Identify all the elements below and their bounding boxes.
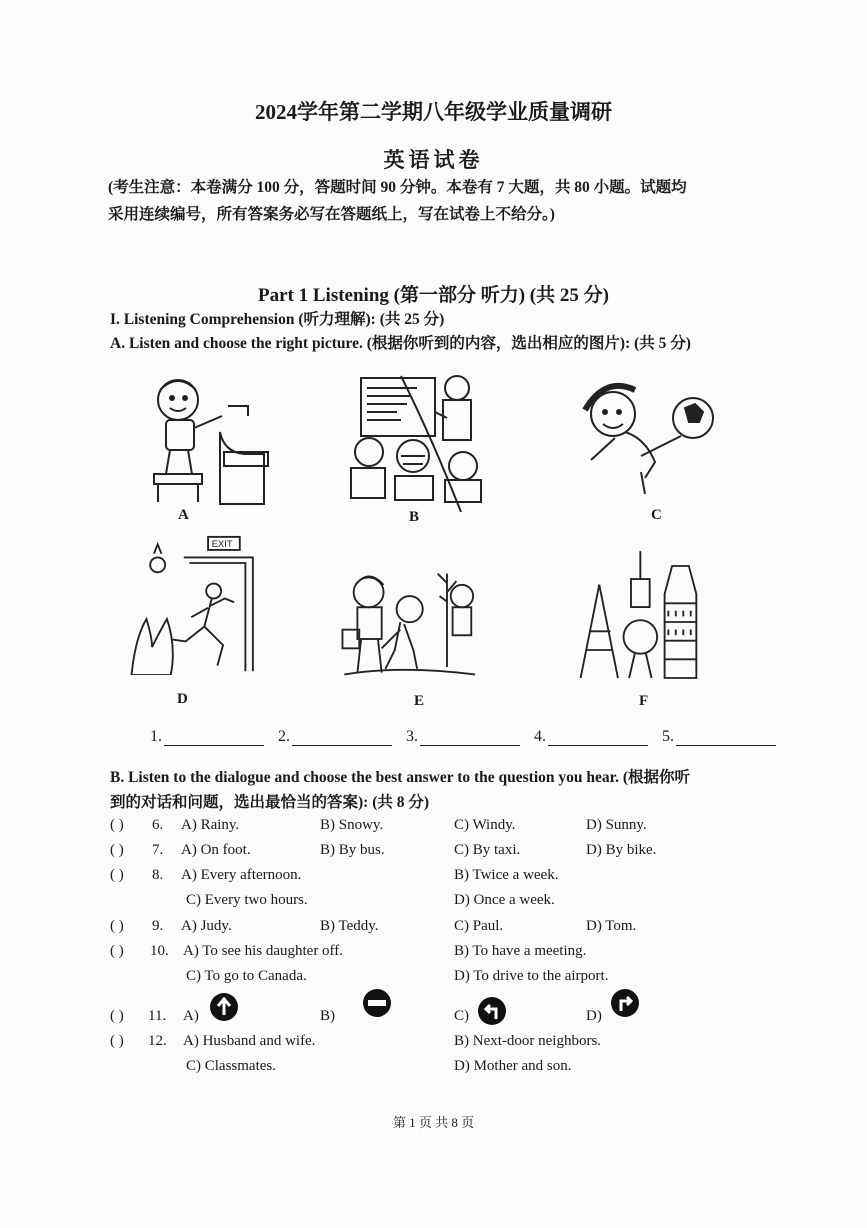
option-a: A) Judy. [181, 918, 232, 934]
picture-label-e: E [414, 693, 425, 709]
option-b: B) Twice a week. [454, 867, 559, 883]
option-d: D) Once a week. [454, 892, 555, 908]
option-c: C) Windy. [454, 817, 516, 833]
question-paren[interactable]: ( ) [110, 943, 124, 959]
option-c: C) To go to Canada. [186, 968, 307, 984]
picture-label-c: C [651, 507, 662, 523]
answer-blank-1[interactable]: 1. [150, 728, 264, 746]
no-entry-sign-icon [362, 988, 392, 1018]
answer-blank-5[interactable]: 5. [662, 728, 776, 746]
option-b: B) [320, 1008, 335, 1024]
option-c: C) Paul. [454, 918, 504, 934]
picture-label-b: B [409, 509, 420, 525]
question-paren[interactable]: ( ) [110, 867, 124, 883]
answer-blank-4[interactable]: 4. [534, 728, 648, 746]
turn-left-sign-icon [477, 996, 507, 1026]
exam-title: 2024学年第二学期八年级学业质量调研 [255, 100, 612, 124]
section-b-line-2: 到的对话和问题，选出最恰当的答案): (共 8 分) [110, 794, 430, 811]
turn-right-sign-icon [610, 988, 640, 1018]
picture-label-d: D [177, 691, 188, 707]
famous-towers-icon [575, 545, 715, 685]
option-a: A) On foot. [181, 842, 251, 858]
option-a: A) To see his daughter off. [183, 943, 344, 959]
option-d: D) [586, 1008, 602, 1024]
section-b-instruction [110, 765, 770, 815]
exam-notice-line-2: 采用连续编号，所有答案务必写在答题纸上，写在试卷上不给分。) [108, 206, 555, 223]
option-c: C) Classmates. [186, 1058, 276, 1074]
option-a: A) Husband and wife. [183, 1033, 316, 1049]
exam-subtitle: 英语试卷 [383, 148, 484, 172]
question-number: 7. [152, 842, 164, 858]
option-b: B) Teddy. [320, 918, 379, 934]
go-straight-sign-icon [209, 992, 239, 1022]
question-number: 12. [148, 1033, 167, 1049]
option-d: D) To drive to the airport. [454, 968, 609, 984]
boy-washing-hands-icon [140, 372, 280, 512]
option-d: D) By bike. [586, 842, 657, 858]
section-b-line-1: B. Listen to the dialogue and choose the best answer to the question you hear. (根据你听 [110, 769, 690, 786]
fire-exit-icon [125, 535, 265, 675]
answer-blank-3[interactable]: 3. [406, 728, 520, 746]
question-paren[interactable]: ( ) [110, 842, 124, 858]
option-b: B) To have a meeting. [454, 943, 587, 959]
exam-notice-line-1: (考生注意：本卷满分 100 分，答题时间 90 分钟。本卷有 7 大题，共 80 小题。试题均 [108, 179, 687, 196]
question-number: 9. [152, 918, 164, 934]
option-c: C) Every two hours. [186, 892, 308, 908]
boy-kicking-football-icon [575, 372, 715, 512]
option-a: A) Rainy. [181, 817, 240, 833]
option-b: B) Snowy. [320, 817, 384, 833]
answer-blank-row [150, 728, 776, 746]
option-a: A) [183, 1008, 199, 1024]
page-number: 第 1 页 共 8 页 [392, 1115, 475, 1130]
question-number: 11. [148, 1008, 167, 1024]
section-a-instruction: A. Listen and choose the right picture. (根据你听到的内容，选出相应的图片): (共 5 分) [110, 335, 691, 352]
option-b: B) By bus. [320, 842, 385, 858]
answer-blank-2[interactable]: 2. [278, 728, 392, 746]
question-paren[interactable]: ( ) [110, 1008, 124, 1024]
section-heading-listening: I. Listening Comprehension (听力理解): (共 25 分) [110, 311, 445, 328]
classroom-teacher-icon [345, 372, 485, 512]
option-d: D) Tom. [586, 918, 637, 934]
question-number: 10. [150, 943, 169, 959]
option-a: A) Every afternoon. [181, 867, 302, 883]
option-c: C) By taxi. [454, 842, 521, 858]
question-number: 6. [152, 817, 164, 833]
svg-text:EXIT: EXIT [211, 539, 233, 550]
option-c: C) [454, 1008, 469, 1024]
question-number: 8. [152, 867, 164, 883]
option-d: D) Mother and son. [454, 1058, 572, 1074]
option-b: B) Next-door neighbors. [454, 1033, 602, 1049]
question-paren[interactable]: ( ) [110, 1033, 124, 1049]
picture-label-f: F [639, 693, 649, 709]
picture-label-a: A [178, 507, 189, 523]
option-d: D) Sunny. [586, 817, 647, 833]
children-planting-tree-icon [335, 555, 475, 695]
question-paren[interactable]: ( ) [110, 918, 124, 934]
part-heading: Part 1 Listening (第一部分 听力) (共 25 分) [258, 285, 609, 306]
question-paren[interactable]: ( ) [110, 817, 124, 833]
